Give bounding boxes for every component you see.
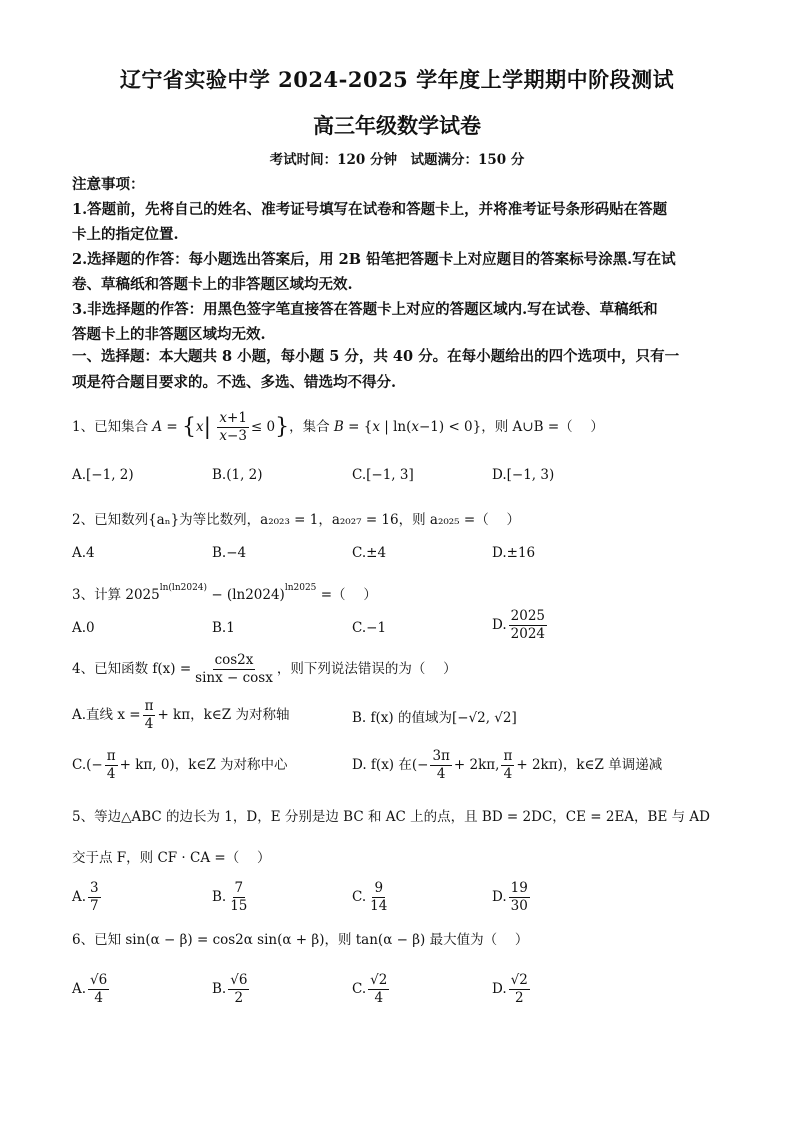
q5-c-den: 14 [370, 898, 388, 914]
q6-b-den: 2 [234, 990, 244, 1006]
q1-suffix: ，则 A∪B =（ ） [481, 419, 604, 435]
q6-d-num: √2 [510, 972, 528, 988]
q4-c-den: 4 [106, 766, 116, 782]
q5-option-c [352, 880, 391, 915]
section-heading [72, 344, 728, 396]
q6-option-a [72, 972, 111, 1007]
q5-d-label: D. [492, 889, 507, 905]
q6-option-b [212, 972, 251, 1007]
q3-suffix: =（ ） [316, 587, 377, 603]
q4-c-post: + kπ, 0)，k∈Z 为对称中心 [119, 757, 288, 773]
q2-option-b: B.−4 [212, 545, 247, 561]
q3-exponent-1: ln(ln2024) [159, 583, 208, 593]
q3-text: 3、计算 2025 [72, 587, 160, 603]
exam-title: 辽宁省实验中学 2024-2025 学年度上学期期中阶段测试 [119, 67, 675, 92]
q1-option-c: C.[−1, 3] [352, 467, 414, 483]
notes-heading: 注意事项： [72, 176, 145, 193]
q5-option-a [72, 880, 103, 915]
q4-d-num2: π [503, 748, 513, 764]
q4-a-den: 4 [144, 716, 154, 732]
notes-block [72, 172, 728, 347]
note-1-line-2: 卡上的指定位置. [72, 226, 179, 243]
q5-option-d [492, 880, 532, 915]
q3-option-c: C.−1 [352, 620, 387, 636]
q1-option-b: B.(1, 2) [212, 467, 263, 483]
q5-c-label: C. [352, 889, 367, 905]
q4-prefix: 4、已知函数 f(x) = [72, 661, 192, 677]
q4-option-d [352, 748, 662, 783]
q5-option-b [212, 880, 251, 915]
question-2: 2、已知数列{aₙ}为等比数列，a₂₀₂₃ = 1，a₂₀₂₇ = 16，则 a₂₀₂₅ =（ ） [72, 512, 520, 528]
question-1: 1、已知集合 A = {x| $\frac{x+1}{x-3}$ ≤ 0}，集合 B = {x | ln(x−1) < 0}，则 A∪B =（ ） [72, 410, 604, 444]
q5-d-num: 19 [510, 880, 528, 896]
exam-subtitle: 高三年级数学试卷 [313, 113, 481, 138]
q1-option-a: A.[−1, 2) [72, 467, 134, 483]
note-1-line-1: 1.答题前，先将自己的姓名、准考证号填写在试卷和答题卡上，并将准考证号条形码贴在答题 [72, 201, 668, 218]
q3-option-d-label: D. [492, 617, 507, 633]
q3-option-b: B.1 [212, 620, 235, 636]
q4-d-mid: + 2kπ, [453, 757, 500, 773]
q6-c-den: 4 [374, 990, 384, 1006]
q6-b-label: B. [212, 981, 227, 997]
q1-mid: ，集合 [289, 419, 334, 435]
q6-c-label: C. [352, 981, 367, 997]
question-6: 6、已知 sin(α − β) = cos2α sin(α + β)，则 tan(α − β) 最大值为（ ） [72, 932, 529, 948]
note-3-line-1: 3.非选择题的作答：用黑色签字笔直接答在答题卡上对应的答题区域内.写在试卷、草稿纸和 [72, 301, 658, 318]
q4-d-pre: D. f(x) 在(− [352, 757, 429, 773]
q1-fraction: $\frac{x+1}{x-3}$ [219, 410, 247, 444]
q3-option-d [492, 608, 549, 643]
q4-a-pre: A.直线 x = [72, 707, 141, 723]
q4-option-a [72, 698, 289, 733]
q5-b-label: B. [212, 889, 227, 905]
q2-option-d: D.±16 [492, 545, 536, 561]
q1-prefix: 1、已知集合 [72, 419, 153, 435]
q2-option-a: A.4 [72, 545, 95, 561]
q4-c-num: π [106, 748, 116, 764]
q4-numerator: cos2x [214, 652, 254, 668]
note-2-line-1: 2.选择题的作答：每小题选出答案后，用 2B 铅笔把答题卡上对应题目的答案标号涂黑.写在试 [72, 251, 676, 268]
q4-d-post: + 2kπ)，k∈Z 单调递减 [516, 757, 663, 773]
q3-option-d-denominator: 2024 [510, 626, 545, 642]
section-line-1: 一、选择题：本大题共 8 小题，每小题 5 分，共 40 分。在每小题给出的四个选项中，只有一 [72, 348, 680, 365]
q6-option-c [352, 972, 391, 1007]
q3-exponent-2: ln2025 [284, 583, 317, 593]
q4-d-den1: 4 [436, 766, 446, 782]
question-4 [72, 652, 732, 687]
q5-a-num: 3 [90, 880, 99, 896]
q1-option-d: D.[−1, 3) [492, 467, 555, 483]
q3-option-d-numerator: 2025 [510, 608, 545, 624]
q5-a-den: 7 [90, 898, 99, 914]
q4-suffix: ，则下列说法错误的为（ ） [276, 661, 457, 677]
question-5-line-1: 5、等边△ABC 的边长为 1，D，E 分别是边 BC 和 AC 上的点，且 BD = 2DC，CE = 2EA，BE 与 AD [72, 809, 710, 825]
q6-d-den: 2 [514, 990, 524, 1006]
q6-a-den: 4 [94, 990, 103, 1006]
q6-a-num: √6 [90, 972, 108, 988]
q5-b-den: 15 [230, 898, 248, 914]
q6-c-num: √2 [370, 972, 388, 988]
q6-option-d [492, 972, 532, 1007]
q6-d-label: D. [492, 981, 507, 997]
question-5-line-2: 交于点 F，则 CF · CA =（ ） [72, 850, 271, 866]
q4-denominator: sinx − cosx [195, 670, 273, 686]
q4-option-c [72, 748, 288, 783]
q6-b-num: √6 [230, 972, 248, 988]
q3-option-a: A.0 [72, 620, 95, 636]
q6-a-label: A. [72, 981, 87, 997]
q5-a-label: A. [72, 889, 87, 905]
q4-a-post: + kπ，k∈Z 为对称轴 [157, 707, 290, 723]
q4-d-den2: 4 [503, 766, 513, 782]
q5-b-num: 7 [234, 880, 244, 896]
question-3 [72, 578, 732, 605]
q4-option-b: B. f(x) 的值域为[−√2, √2] [352, 710, 517, 726]
q3-mid: − (ln2024) [207, 587, 285, 603]
q4-fraction [193, 652, 275, 687]
q2-option-c: C.±4 [352, 545, 387, 561]
section-line-2: 项是符合题目要求的。不选、多选、错选均不得分. [72, 374, 397, 391]
exam-info: 考试时间：120 分钟 试题满分：150 分 [269, 152, 525, 168]
q4-d-num1: 3π [432, 748, 450, 764]
note-2-line-2: 卷、草稿纸和答题卡上的非答题区域均无效. [72, 276, 353, 293]
q4-c-pre: C.(− [72, 757, 103, 773]
q4-a-num: π [144, 698, 154, 714]
q5-c-num: 9 [374, 880, 384, 896]
q5-d-den: 30 [510, 898, 528, 914]
note-3-line-2: 答题卡上的非答题区域均无效. [72, 326, 266, 343]
